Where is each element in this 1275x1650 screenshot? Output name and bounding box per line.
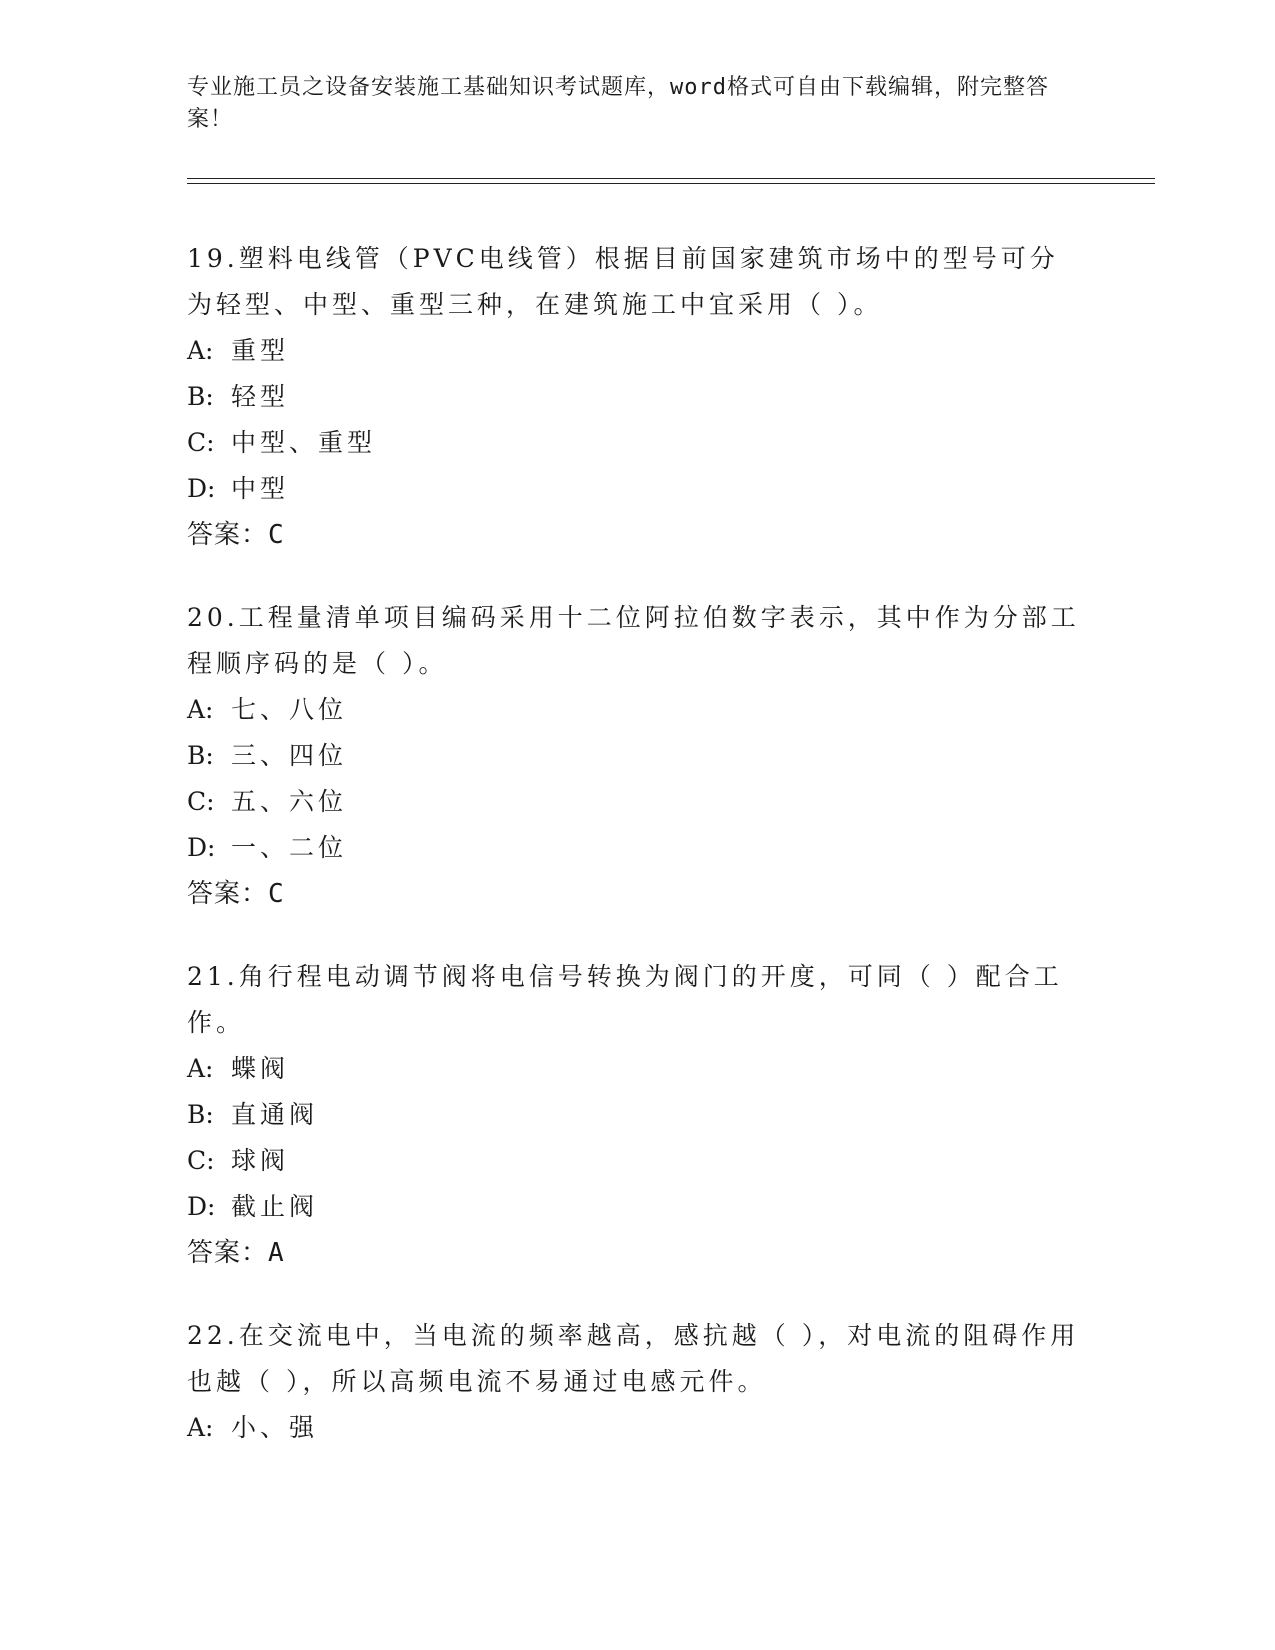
question-19 — [187, 236, 1087, 558]
option-a — [187, 1046, 1087, 1092]
option-d — [187, 1184, 1087, 1230]
option-d — [187, 825, 1087, 871]
answer-line: 答案：A — [187, 1238, 285, 1268]
question-list — [187, 236, 1087, 1488]
option-key: A: — [187, 695, 214, 724]
option-text: 中型 — [231, 474, 290, 503]
option-text: 蝶阀 — [231, 1054, 290, 1083]
option-key: C: — [187, 1146, 215, 1175]
option-text: 小、强 — [231, 1413, 319, 1442]
option-a — [187, 1405, 1087, 1451]
option-key: D: — [187, 833, 216, 862]
question-stem: 19.塑料电线管（PVC电线管）根据目前国家建筑市场中的型号可分为轻型、中型、重型三种，在建筑施工中宜采用（ ）。 — [187, 244, 1059, 319]
option-text: 五、六位 — [231, 787, 348, 816]
option-key: B: — [187, 382, 214, 411]
question-stem: 21.角行程电动调节阀将电信号转换为阀门的开度，可同（ ）配合工作。 — [187, 962, 1063, 1037]
option-text: 截止阀 — [231, 1192, 319, 1221]
answer-line: 答案：C — [187, 520, 285, 550]
option-a — [187, 328, 1087, 374]
option-text: 七、八位 — [231, 695, 348, 724]
document-header: 专业施工员之设备安装施工基础知识考试题库，word格式可自由下载编辑，附完整答案！ — [187, 75, 1049, 132]
option-text: 轻型 — [231, 382, 290, 411]
question-stem: 22.在交流电中，当电流的频率越高，感抗越（ ），对电流的阻碍作用也越（ ），所以高频电流不易通过电感元件。 — [187, 1321, 1080, 1396]
option-key: A: — [187, 1054, 214, 1083]
option-c — [187, 1138, 1087, 1184]
option-key: D: — [187, 474, 216, 503]
option-text: 中型、重型 — [231, 428, 377, 457]
option-key: B: — [187, 1100, 214, 1129]
option-key: A: — [187, 1413, 214, 1442]
header-rule-top — [187, 178, 1155, 179]
option-key: B: — [187, 741, 214, 770]
question-stem: 20.工程量清单项目编码采用十二位阿拉伯数字表示，其中作为分部工程顺序码的是（ ）。 — [187, 603, 1080, 678]
option-key: D: — [187, 1192, 216, 1221]
option-text: 三、四位 — [231, 741, 348, 770]
option-text: 一、二位 — [231, 833, 348, 862]
header-rule-bottom — [187, 183, 1155, 184]
question-22 — [187, 1313, 1087, 1451]
option-c — [187, 420, 1087, 466]
option-key: C: — [187, 428, 215, 457]
option-text: 球阀 — [231, 1146, 290, 1175]
option-a — [187, 687, 1087, 733]
option-b — [187, 1092, 1087, 1138]
option-b — [187, 733, 1087, 779]
answer-line: 答案：C — [187, 879, 285, 909]
option-text: 重型 — [231, 336, 290, 365]
option-b — [187, 374, 1087, 420]
question-21 — [187, 954, 1087, 1276]
option-d — [187, 466, 1087, 512]
option-text: 直通阀 — [231, 1100, 319, 1129]
question-20 — [187, 595, 1087, 917]
option-key: C: — [187, 787, 215, 816]
option-key: A: — [187, 336, 214, 365]
option-c — [187, 779, 1087, 825]
